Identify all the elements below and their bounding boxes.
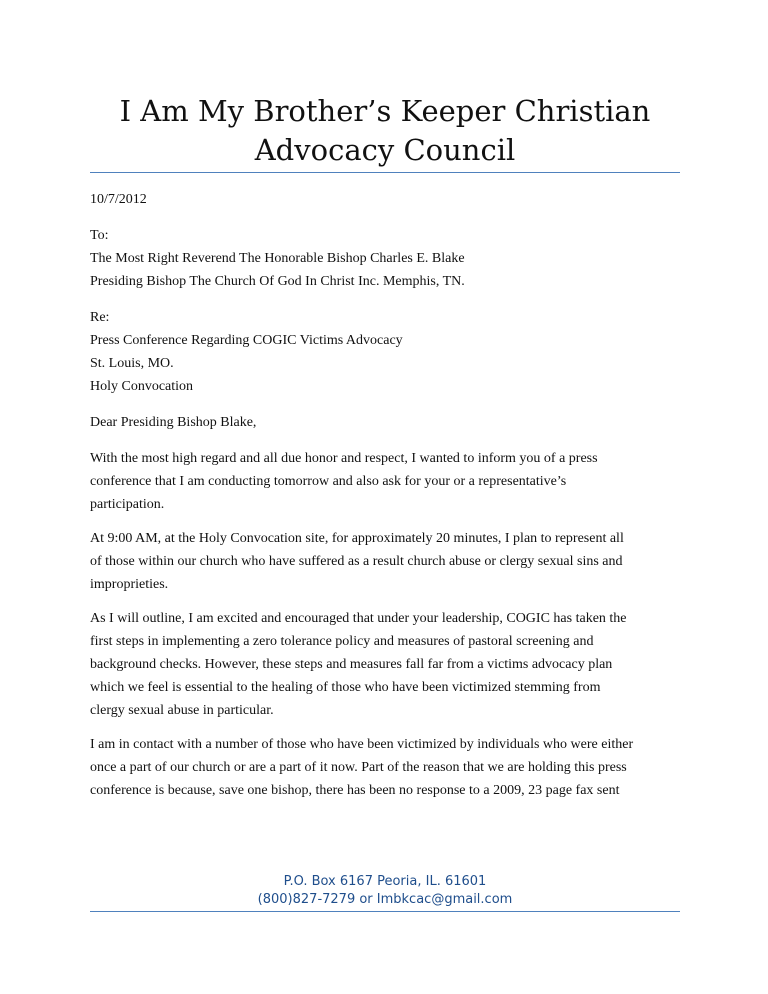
footer-contact: (800)827-7279 or Imbkcac@gmail.com: [257, 892, 513, 907]
paragraph-line: conference that I am conducting tomorrow and also ask for your or a representative’s: [90, 474, 567, 489]
header-divider: [90, 172, 680, 173]
letter-body: [90, 188, 680, 802]
footer-divider: [90, 911, 680, 912]
subject-label: Re:: [90, 310, 110, 325]
paragraph-line: clergy sexual abuse in particular.: [90, 703, 274, 718]
body-paragraph: [90, 527, 680, 596]
paragraph-line: once a part of our church or are a part of it now. Part of the reason that we are holding this press: [90, 760, 627, 775]
paragraph-line: As I will outline, I am excited and encouraged that under your leadership, COGIC has taken the: [90, 611, 627, 626]
subject-line-3: Holy Convocation: [90, 379, 194, 394]
letterhead-title-line-2: Advocacy Council: [254, 133, 516, 167]
footer-address: P.O. Box 6167 Peoria, IL. 61601: [283, 874, 487, 889]
recipient-line-1: The Most Right Reverend The Honorable Bishop Charles E. Blake: [90, 251, 465, 266]
paragraph-line: first steps in implementing a zero tolerance policy and measures of pastoral screening and: [90, 634, 594, 649]
subject-block: [90, 306, 680, 398]
paragraph-line: I am in contact with a number of those who have been victimized by individuals who were either: [90, 737, 634, 752]
recipient-label: To:: [90, 228, 109, 243]
letter-date: 10/7/2012: [90, 192, 147, 207]
letterhead-title: [90, 92, 680, 170]
paragraph-line: background checks. However, these steps and measures fall far from a victims advocacy plan: [90, 657, 613, 672]
paragraph-line: improprieties.: [90, 577, 169, 592]
recipient-block: [90, 224, 680, 293]
letterhead-title-line-1: I Am My Brother’s Keeper Christian: [119, 94, 651, 128]
paragraph-line: participation.: [90, 497, 165, 512]
paragraph-line: conference is because, save one bishop, there has been no response to a 2009, 23 page fax sent: [90, 783, 620, 798]
subject-line-2: St. Louis, MO.: [90, 356, 174, 371]
recipient-line-2: Presiding Bishop The Church Of God In Christ Inc. Memphis, TN.: [90, 274, 465, 289]
body-paragraph: [90, 733, 680, 802]
body-paragraph: [90, 607, 680, 722]
paragraph-line: of those within our church who have suffered as a result church abuse or clergy sexual sins and: [90, 554, 623, 569]
paragraph-line: At 9:00 AM, at the Holy Convocation site, for approximately 20 minutes, I plan to represent all: [90, 531, 624, 546]
salutation: Dear Presiding Bishop Blake,: [90, 415, 257, 430]
paragraph-line: which we feel is essential to the healing of those who have been victimized stemming from: [90, 680, 601, 695]
subject-line-1: Press Conference Regarding COGIC Victims Advocacy: [90, 333, 403, 348]
body-paragraph: [90, 447, 680, 516]
paragraph-line: With the most high regard and all due honor and respect, I wanted to inform you of a press: [90, 451, 598, 466]
